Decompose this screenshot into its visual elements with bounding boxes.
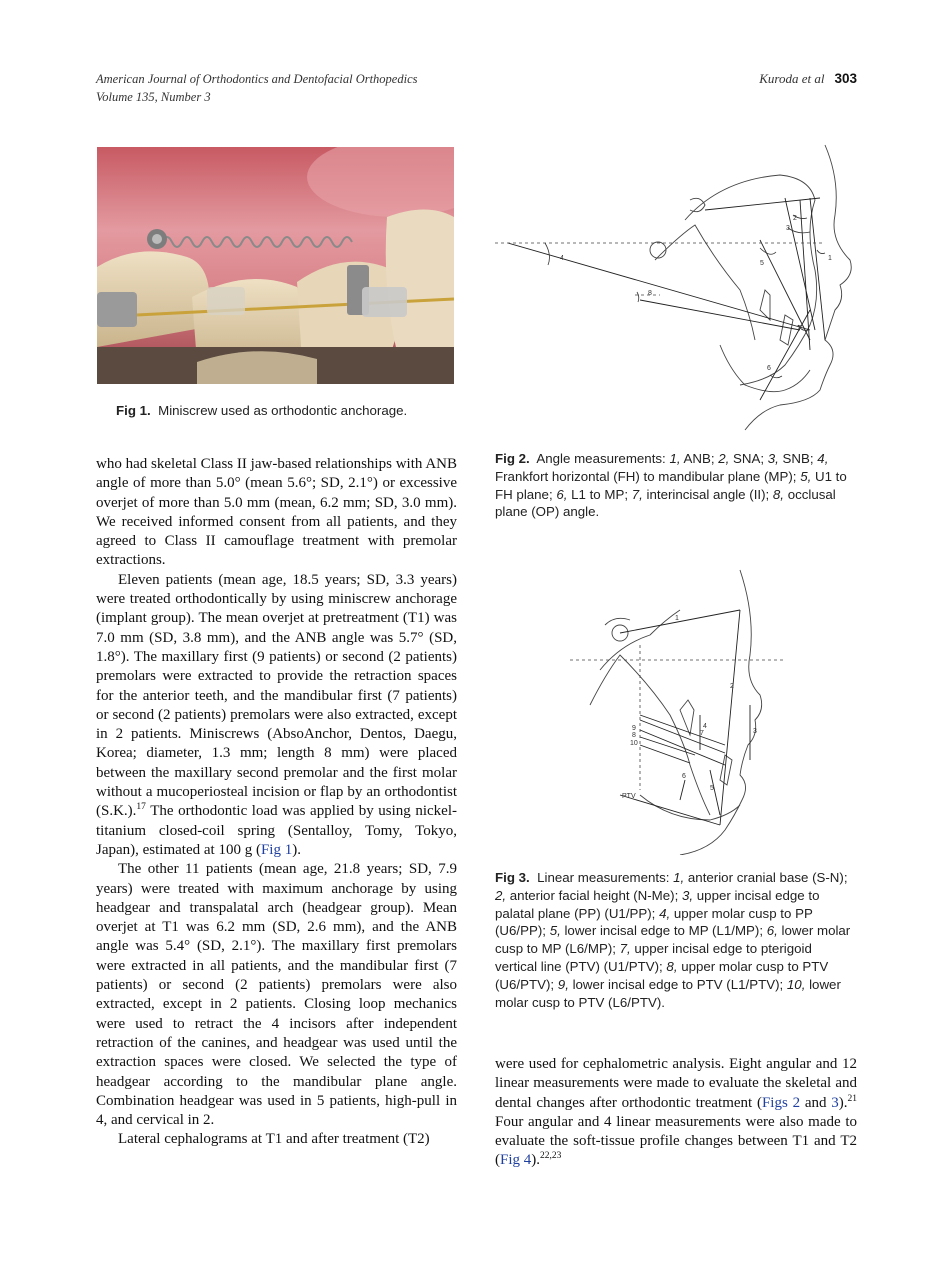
fig3-label-5: 5 xyxy=(710,785,714,792)
fig2-label-3: 3 xyxy=(786,225,790,232)
fig3-label-10: 10 xyxy=(630,740,638,747)
fig2-caption xyxy=(495,450,857,521)
miniscrew-photo-illustration xyxy=(97,147,454,384)
fig2-diagram xyxy=(480,140,870,435)
running-authors: Kuroda et al xyxy=(759,71,825,86)
cephalometric-linear-drawing xyxy=(560,565,800,855)
fig3-label: Fig 3. xyxy=(495,870,530,885)
fig3-label-6: 6 xyxy=(682,773,686,780)
fig2-label-1: 1 xyxy=(828,255,832,262)
fig3-diagram xyxy=(560,565,800,855)
fig2-label-2: 2 xyxy=(793,215,797,222)
left-column-text xyxy=(96,455,457,1150)
paragraph: Eleven patients (mean age, 18.5 years; SD, 3.3 years) were treated orthodontically by using miniscrew anchorage (implant group). The mean overjet at pretreatment (T1) was 7.0 mm (SD, 3.8 mm), and the ANB angle was 5.7° (SD, 1.8°). The maxillary first (9 patients) or second (2 patients) premolars were extracted to provide the retraction spaces for the anterior teeth, and the mandibular first (7 patients) or second (2 patients) premolars were also extracted, except in 2 patients. Miniscrews (AbsoAnchor, Dentos, Daegu, Korea; diameter, 1.3 mm; length 8 mm) were placed between the maxillary second premolar and the first molar without a mucoperiosteal incision or flap by an orthodontist (S.K.).$^{17}$ The orthodontic load was applied by using nickel-titanium closed-coil spring (Sentalloy, Tomy, Tokyo, Japan), estimated at 100 g (Fig 1). xyxy=(96,571,457,858)
paragraph: Lateral cephalograms at T1 and after treatment (T2) xyxy=(118,1131,430,1148)
fig2-label-5: 5 xyxy=(760,260,764,267)
fig3-label-ptv: PTV xyxy=(622,793,636,800)
paragraph: The other 11 patients (mean age, 21.8 years; SD, 7.9 years) were treated with maximum anchorage by using headgear and transpalatal arch (headgear group). Mean overjet at T1 was 6.2 mm (SD, 2.6 mm), and the ANB angle was 5.4° (SD, 2.1°). The maxillary first premolars were extracted in all patients, and the mandibular first (7 patients) or second (2 patients) premolars were also extracted, except in 2 patients. Closing loop mechanics were used to retract the 4 incisors after independent retraction of the canines, and headgear was used until the extraction spaces were closed. We selected the type of headgear according to the mandibular plane angle. Combination headgear was used in 5 patients, high-pull in 4, and cervical in 2. xyxy=(96,861,457,1129)
fig1-caption xyxy=(116,402,456,420)
fig2-caption-text: Angle measurements: 1, ANB; 2, SNA; 3, SNB; 4, Frankfort horizontal (FH) to mandibular plane (MP); 5, U1 to FH plane; 6, L1 to MP; 7, interincisal angle (II); 8, occlusal plane (OP) angle. xyxy=(495,451,847,520)
journal-volume: Volume 135, Number 3 xyxy=(96,90,211,104)
page-number: 303 xyxy=(834,71,857,86)
fig2-label-8: 8 xyxy=(648,290,652,297)
right-column-text xyxy=(495,1055,857,1171)
fig2-label-6: 6 xyxy=(767,365,771,372)
fig3-caption xyxy=(495,869,857,1011)
page-header-right xyxy=(759,70,857,88)
journal-header xyxy=(96,70,418,106)
fig3-label-7: 7 xyxy=(700,730,704,737)
fig3-label-3: 3 xyxy=(753,728,757,735)
fig2-label-7: 7 xyxy=(797,325,801,332)
paragraph: who had skeletal Class II jaw-based relationships with ANB angle of more than 5.0° (mean 5.6°; SD, 2.1°) or excessive overjet of more than 5.0 mm (mean, 6.2 mm; SD, 3.0 mm). We received informed consent from all patients, and they agreed to Class II camouflage treatment with premolar extractions. xyxy=(96,456,457,569)
fig3-label-8: 8 xyxy=(632,732,636,739)
paragraph: were used for cephalometric analysis. Eight angular and 12 linear measurements were made to evaluate the skeletal and dental changes after orthodontic treatment (Figs 2 and 3).$^{21}$ Four angular and 4 linear measurements were also made to evaluate the soft-tissue profile changes between T1 and T2 (Fig 4).$^{22,23}$ xyxy=(495,1056,857,1169)
fig2-label: Fig 2. xyxy=(495,451,530,466)
journal-title: American Journal of Orthodontics and Dentofacial Orthopedics xyxy=(96,72,418,86)
fig3-label-4: 4 xyxy=(703,723,707,730)
fig3-caption-text: Linear measurements: 1, anterior cranial base (S-N); 2, anterior facial height (N-Me); 3, upper incisal edge to palatal plane (PP) (U1/PP); 4, upper molar cusp to PP (U6/PP); 5, lower incisal edge to MP (L1/MP); 6, lower molar cusp to MP (L6/MP); 7, upper incisal edge to pterigoid vertical line (PTV) (U1/PTV); 8, upper molar cusp to PTV (U6/PTV); 9, lower incisal edge to PTV (L1/PTV); 10, lower molar cusp to PTV (L6/PTV). xyxy=(495,870,851,1010)
cephalometric-angle-drawing xyxy=(480,140,870,435)
fig3-label-1: 1 xyxy=(675,615,679,622)
fig3-label-9: 9 xyxy=(632,725,636,732)
fig3-label-2: 2 xyxy=(730,683,734,690)
fig1-caption-text: Miniscrew used as orthodontic anchorage. xyxy=(158,403,408,418)
fig1-label: Fig 1. xyxy=(116,403,151,418)
fig1-photo xyxy=(97,147,454,384)
fig2-label-4: 4 xyxy=(560,255,564,262)
